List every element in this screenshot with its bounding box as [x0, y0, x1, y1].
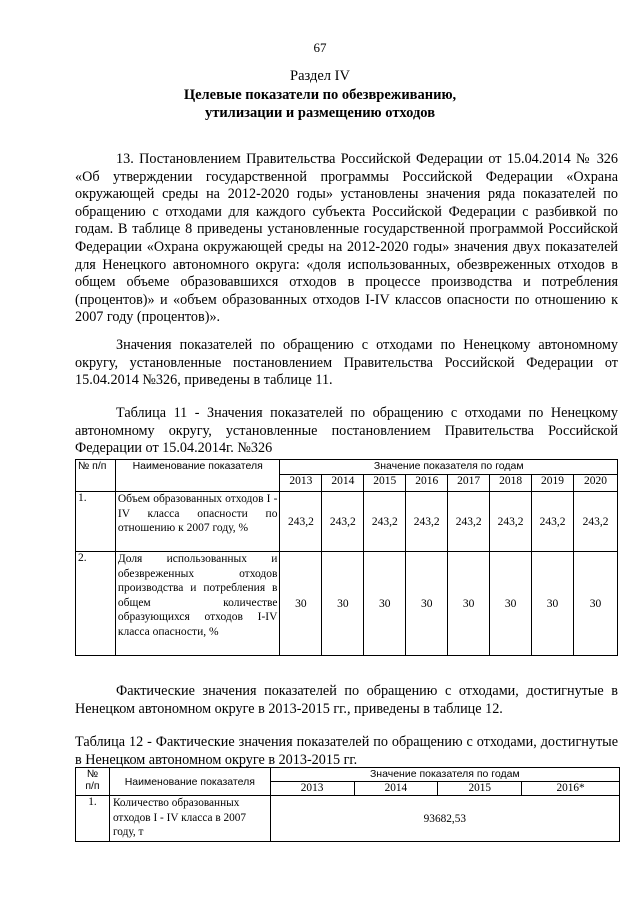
value-cell: 243,2	[322, 492, 364, 552]
table12-header-num-line-2: п/п	[85, 780, 100, 792]
section-title-line-1: Целевые показатели по обезвреживанию,	[183, 87, 457, 103]
value-cell: 30	[490, 552, 532, 656]
value-cell: 30	[532, 552, 574, 656]
table12-year: 2016*	[522, 782, 620, 796]
table11-year: 2016	[406, 475, 448, 492]
paragraph-table11-intro: Значения показателей по обращению с отходами по Ненецкому автономному округу, установленные постановлением Правительства Российской Федерации от 15.04.2014 №326, приведены в таблице 11.	[75, 337, 618, 389]
value-cell: 243,2	[406, 492, 448, 552]
table-row	[76, 796, 620, 842]
table11-caption: Таблица 11 - Значения показателей по обращению с отходами по Ненецкому автономному округу, установленные постановлением Правительства Российской Федерации от 15.04.2014г. №326	[75, 405, 618, 457]
table12-year: 2013	[270, 782, 354, 796]
section-title-line-2: утилизации и размещению отходов	[204, 105, 436, 121]
table11-header-num: № п/п	[76, 460, 116, 492]
table-row	[76, 492, 618, 552]
row-number: 2.	[76, 552, 116, 656]
table11-year: 2017	[448, 475, 490, 492]
table11-header-name: Наименование показателя	[115, 460, 280, 492]
value-cell: 93682,53	[270, 796, 619, 842]
indicator-name: Количество образованных отходов I - IV класса в 2007 году, т	[109, 796, 270, 842]
table11-year: 2013	[280, 475, 322, 492]
value-cell: 243,2	[574, 492, 618, 552]
value-cell: 30	[448, 552, 490, 656]
table-11	[75, 459, 618, 656]
value-cell: 243,2	[532, 492, 574, 552]
table12-year: 2014	[354, 782, 438, 796]
table12-header-values: Значение показателя по годам	[270, 768, 619, 782]
value-cell: 30	[406, 552, 448, 656]
table11-year: 2018	[490, 475, 532, 492]
table12-header-num	[76, 768, 110, 796]
section-label: Раздел IV	[290, 68, 350, 84]
table12-header-name: Наименование показателя	[109, 768, 270, 796]
table11-year: 2020	[574, 475, 618, 492]
value-cell: 30	[280, 552, 322, 656]
paragraph-table12-intro: Фактические значения показателей по обращению с отходами, достигнутые в Ненецком автономном округе в 2013-2015 гг., приведены в таблице 12.	[75, 683, 618, 717]
paragraph-13: 13. Постановлением Правительства Российской Федерации от 15.04.2014 № 326 «Об утверждении государственной программы Российской Федерации «Охрана окружающей среды на 2012-2020 годы» установлены значения ряда показателей по обращению с отходами для каждого субъекта Российской Федерации с разбивкой по годам. В таблице 8 приведены установленные государственной программой Российской Федерации «Охрана окружающей среды на 2012-2020 годы» значения двух показателей для Ненецкого автономного округа: «доля использованных, обезвреженных отходов в общем объеме образовавшихся отходов в процессе производства и потребления (процентов)» и «объем образованных отходов I-IV классов опасности по отношению к 2007 году (процентов)».	[75, 151, 618, 326]
value-cell: 30	[322, 552, 364, 656]
table11-year: 2014	[322, 475, 364, 492]
table11-year: 2019	[532, 475, 574, 492]
value-cell: 30	[574, 552, 618, 656]
indicator-name: Доля использованных и обезвреженных отходов производства и потребления в общем количестве образующихся отходов I-IV класса опасности, %	[115, 552, 280, 656]
row-number: 1.	[76, 492, 116, 552]
table12-caption: Таблица 12 - Фактические значения показателей по обращению с отходами, достигнутые в Ненецком автономном округе в 2013-2015 гг.	[75, 734, 618, 768]
indicator-name: Объем образованных отходов I - IV класса опасности по отношению к 2007 году, %	[115, 492, 280, 552]
table12-year: 2015	[438, 782, 522, 796]
value-cell: 243,2	[448, 492, 490, 552]
table11-year: 2015	[364, 475, 406, 492]
value-cell: 243,2	[490, 492, 532, 552]
section-title	[0, 86, 640, 122]
table-row	[76, 552, 618, 656]
row-number: 1.	[76, 796, 110, 842]
table-12	[75, 767, 620, 842]
value-cell: 30	[364, 552, 406, 656]
table12-header-num-line-1: №	[86, 768, 99, 780]
value-cell: 243,2	[280, 492, 322, 552]
value-cell: 243,2	[364, 492, 406, 552]
table11-header-values: Значение показателя по годам	[280, 460, 618, 475]
page-number: 67	[313, 40, 327, 55]
